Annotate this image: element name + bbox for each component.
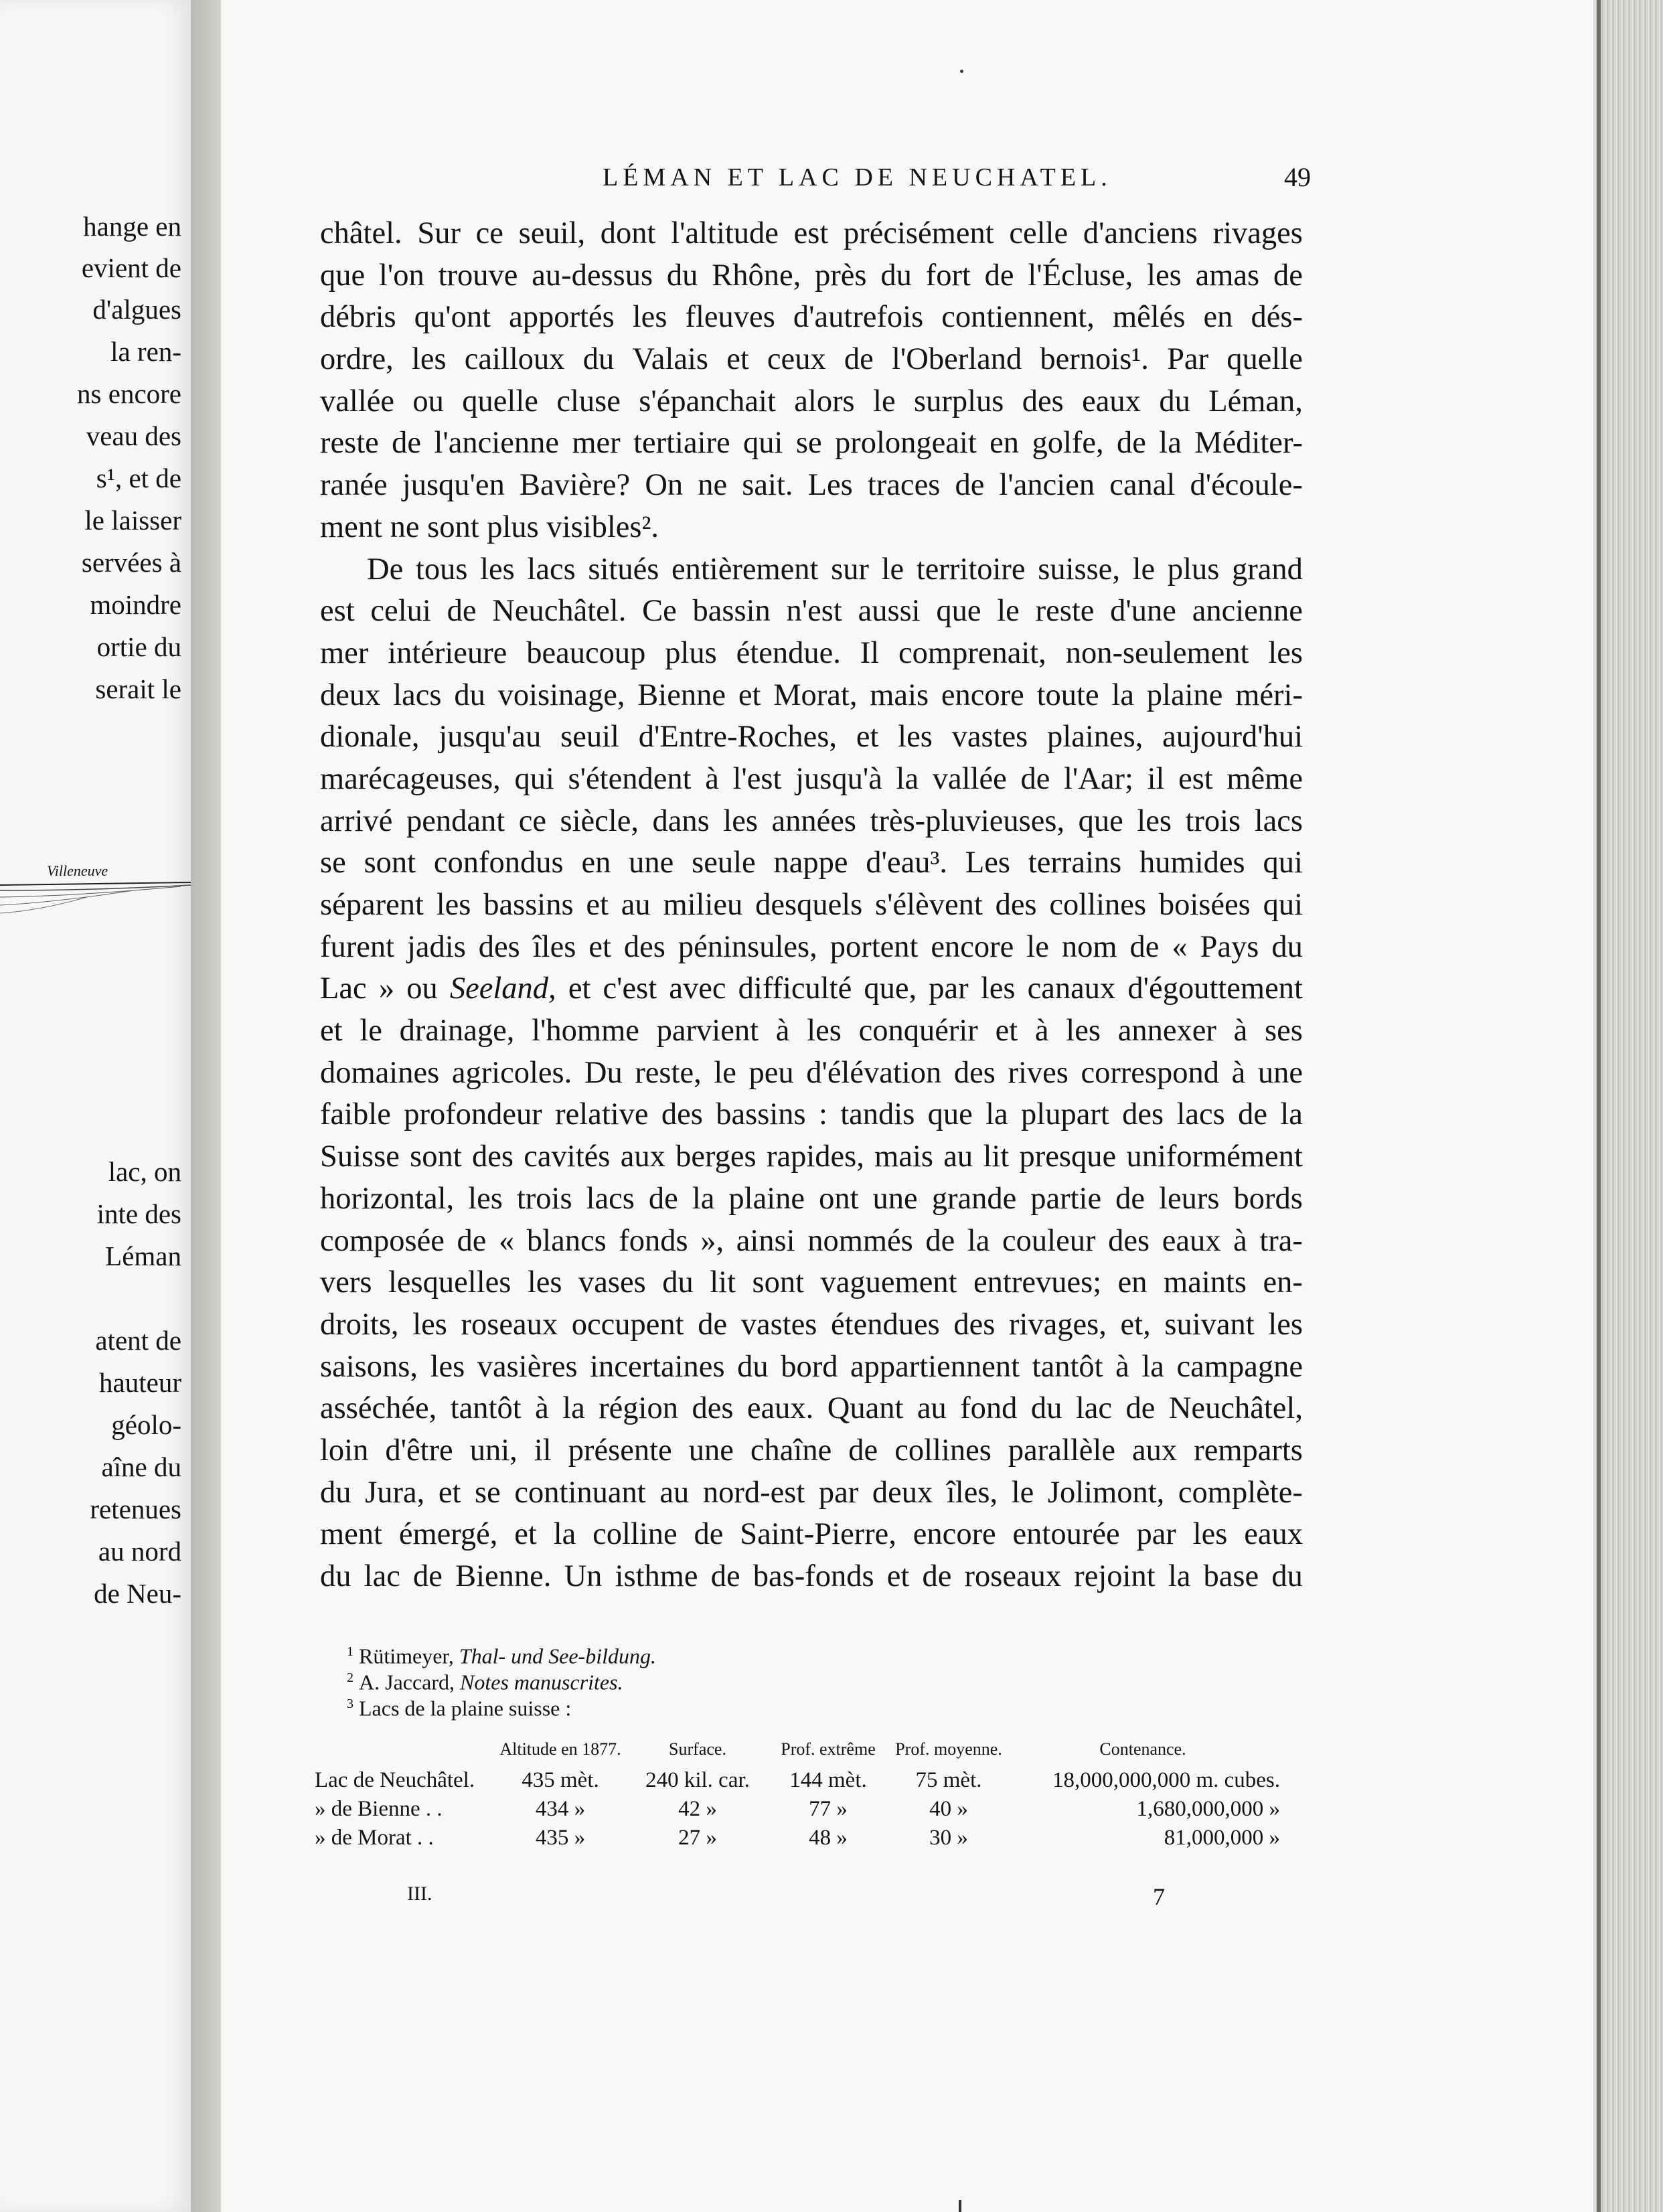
- footnote: [347, 1665, 656, 1694]
- body-line: mer intérieure beaucoup plus étendue. Il comprenait, non-seulement les: [320, 635, 1303, 670]
- footnote-title: Notes manuscrites.: [460, 1670, 623, 1694]
- body-line: vers lesquelles les vases du lit sont vaguement entrevues; en maints en-: [320, 1265, 1303, 1300]
- footnote: [347, 1639, 656, 1668]
- body-line: De tous les lacs situés entièrement sur le territoire suisse, le plus grand: [367, 552, 1303, 586]
- left-line: la ren-: [110, 336, 181, 367]
- table-cell: 48 »: [809, 1826, 848, 1850]
- map-label-villeneuve: Villeneuve: [47, 862, 108, 879]
- body-line: deux lacs du voisinage, Bienne et Morat, mais encore toute la plaine méri-: [320, 678, 1303, 712]
- table-cell: 435 »: [535, 1826, 586, 1850]
- body-line: débris qu'ont apportés les fleuves d'autrefois contiennent, mêlés en dés-: [320, 300, 1303, 335]
- body-line: reste de l'ancienne mer tertiaire qui se prolongeait en golfe, de la Méditer-: [320, 426, 1303, 461]
- table-header: Prof. moyenne.: [895, 1739, 1002, 1759]
- left-line: d'algues: [92, 294, 181, 325]
- left-line: le laisser: [84, 505, 181, 536]
- body-line: Suisse sont des cavités aux berges rapides, mais au lit presque uniformément: [320, 1139, 1303, 1174]
- table-cell: 435 mèt.: [522, 1768, 599, 1792]
- table-cell: 27 »: [678, 1826, 717, 1850]
- footnote-text: Rütimeyer,: [359, 1644, 459, 1668]
- body-line: arrivé pendant ce siècle, dans les années très-pluvieuses, que les trois lacs: [320, 803, 1303, 838]
- sheet-signature: 7: [1153, 1883, 1165, 1910]
- table-header: [315, 1739, 490, 1766]
- table-cell: 40 »: [929, 1797, 968, 1821]
- footnote-text: Lacs de la plaine suisse :: [359, 1696, 572, 1721]
- table-cell: 240 kil. car.: [645, 1768, 750, 1792]
- body-line: horizontal, les trois lacs de la plaine ont une grande partie de leurs bords: [320, 1181, 1303, 1216]
- dust-speck: [960, 70, 963, 73]
- table-cell: 18,000,000,000 m. cubes.: [1052, 1768, 1280, 1792]
- body-line: du lac de Bienne. Un isthme de bas-fonds et de roseaux rejoint la base du: [320, 1559, 1303, 1593]
- page-edges: [1593, 0, 1663, 2212]
- table-cell: » de Bienne . .: [315, 1797, 443, 1821]
- body-line: châtel. Sur ce seuil, dont l'altitude est précisément celle d'anciens rivages: [320, 216, 1303, 250]
- left-line: au nord: [98, 1536, 181, 1567]
- footnote-mark: 1: [347, 1644, 353, 1659]
- left-line: s¹, et de: [96, 463, 181, 493]
- table-row: [315, 1795, 1287, 1824]
- left-line: veau des: [86, 420, 181, 451]
- left-line: retenues: [90, 1494, 181, 1524]
- table-header-row: [315, 1739, 1287, 1766]
- footnotes: [347, 1639, 656, 1721]
- body-line: saisons, les vasières incertaines du bord appartiennent tantôt à la campagne: [320, 1349, 1303, 1384]
- footnote-title: Thal- und See-bildung.: [459, 1644, 656, 1668]
- left-line: de Neu-: [94, 1578, 181, 1609]
- table-cell: 434 »: [535, 1797, 586, 1821]
- footnote-mark: 3: [347, 1696, 353, 1711]
- lake-statistics-table: [315, 1739, 1287, 1852]
- body-line: et le drainage, l'homme parvient à les conquérir et à les annexer à ses: [320, 1014, 1303, 1048]
- body-line: dionale, jusqu'au seuil d'Entre-Roches, et les vastes plaines, aujourd'hui: [320, 720, 1303, 755]
- table-cell: 30 »: [929, 1826, 968, 1850]
- left-line: servées à: [81, 547, 181, 578]
- body-line: faible profondeur relative des bassins : tandis que la plupart des lacs de la: [320, 1097, 1303, 1132]
- volume-signature: III.: [407, 1883, 432, 1905]
- body-line: composée de « blancs fonds », ainsi nommés de la couleur des eaux à tra-: [320, 1223, 1303, 1258]
- body-line: Lac » ou Seeland, et c'est avec difficulté que, par les canaux d'égouttement: [320, 971, 1303, 1006]
- body-line: asséchée, tantôt à la région des eaux. Quant au fond du lac de Neuchâtel,: [320, 1391, 1303, 1426]
- body-line: loin d'être uni, il présente une chaîne de collines parallèle aux remparts: [320, 1433, 1303, 1468]
- body-line: furent jadis des îles et des péninsules, portent encore le nom de « Pays du: [320, 929, 1303, 964]
- table-cell: 1,680,000,000 »: [1136, 1797, 1280, 1821]
- left-line: aîne du: [101, 1451, 181, 1482]
- left-line: atent de: [95, 1325, 181, 1356]
- table-row: [315, 1824, 1287, 1852]
- table-cell: 42 »: [678, 1797, 717, 1821]
- body-line: séparent les bassins et au milieu desquels s'élèvent des collines boisées qui: [320, 888, 1303, 922]
- body-line: du Jura, et se continuant au nord-est par deux îles, le Jolimont, complète-: [320, 1475, 1303, 1510]
- body-line: domaines agricoles. Du reste, le peu d'élévation des rives correspond à une: [320, 1055, 1303, 1090]
- left-line: hange en: [83, 211, 181, 242]
- body-line: droits, les roseaux occupent de vastes étendues des rivages, et, suivant les: [320, 1307, 1303, 1342]
- body-line: que l'on trouve au-dessus du Rhône, près du fort de l'Écluse, les amas de: [320, 258, 1303, 293]
- body-line: ment émergé, et la colline de Saint-Pierre, encore entourée par les eaux: [320, 1517, 1303, 1552]
- body-line: vallée ou quelle cluse s'épanchait alors le surplus des eaux du Léman,: [320, 384, 1303, 418]
- map-fragment-illustration: [0, 870, 191, 924]
- page-edge-line: [1597, 0, 1601, 2212]
- table-header: Contenance.: [1099, 1739, 1186, 1759]
- footnote-text: A. Jaccard,: [359, 1670, 461, 1694]
- footnote-mark: 2: [347, 1670, 353, 1685]
- table-cell: 144 mèt.: [789, 1768, 867, 1792]
- running-title: LÉMAN ET LAC DE NEUCHATEL.: [603, 163, 1112, 191]
- left-line: inte des: [96, 1198, 181, 1229]
- left-line: Léman: [105, 1241, 181, 1271]
- body-line: est celui de Neuchâtel. Ce bassin n'est aussi que le reste d'une ancienne: [320, 594, 1303, 629]
- body-line: ment ne sont plus visibles².: [320, 509, 659, 544]
- body-line: se sont confondus en une seule nappe d'eau³. Les terrains humides qui: [320, 846, 1303, 880]
- table-header: Prof. extrême: [781, 1739, 876, 1759]
- body-line: marécageuses, qui s'étendent à l'est jusqu'à la vallée de l'Aar; il est même: [320, 761, 1303, 796]
- left-line: moindre: [90, 589, 181, 620]
- left-line: evient de: [81, 252, 181, 283]
- table-header: Surface.: [669, 1739, 726, 1759]
- body-line: ordre, les cailloux du Valais et ceux de l'Oberland bernois¹. Par quelle: [320, 342, 1303, 377]
- table-cell: » de Morat . .: [315, 1826, 434, 1850]
- dust-speck: [959, 2200, 961, 2212]
- body-line: ranée jusqu'en Bavière? On ne sait. Les traces de l'ancien canal d'écoule-: [320, 468, 1303, 503]
- left-line: ortie du: [96, 631, 181, 662]
- previous-page-strip: [0, 0, 191, 2212]
- left-line: géolo-: [111, 1409, 181, 1440]
- table-header: Altitude en 1877.: [499, 1739, 621, 1759]
- body-text: [320, 213, 1303, 1598]
- page-number: 49: [1284, 162, 1311, 192]
- table-cell: 75 mèt.: [915, 1768, 982, 1792]
- table-row: [315, 1766, 1287, 1795]
- left-line: ns encore: [77, 378, 181, 409]
- footnote: [347, 1691, 656, 1721]
- table-cell: Lac de Neuchâtel.: [315, 1768, 475, 1792]
- left-line: lac, on: [108, 1156, 181, 1187]
- table-cell: 77 »: [809, 1797, 848, 1821]
- left-line: serait le: [95, 674, 181, 704]
- table-cell: 81,000,000 »: [1164, 1826, 1280, 1850]
- left-line: hauteur: [99, 1367, 181, 1398]
